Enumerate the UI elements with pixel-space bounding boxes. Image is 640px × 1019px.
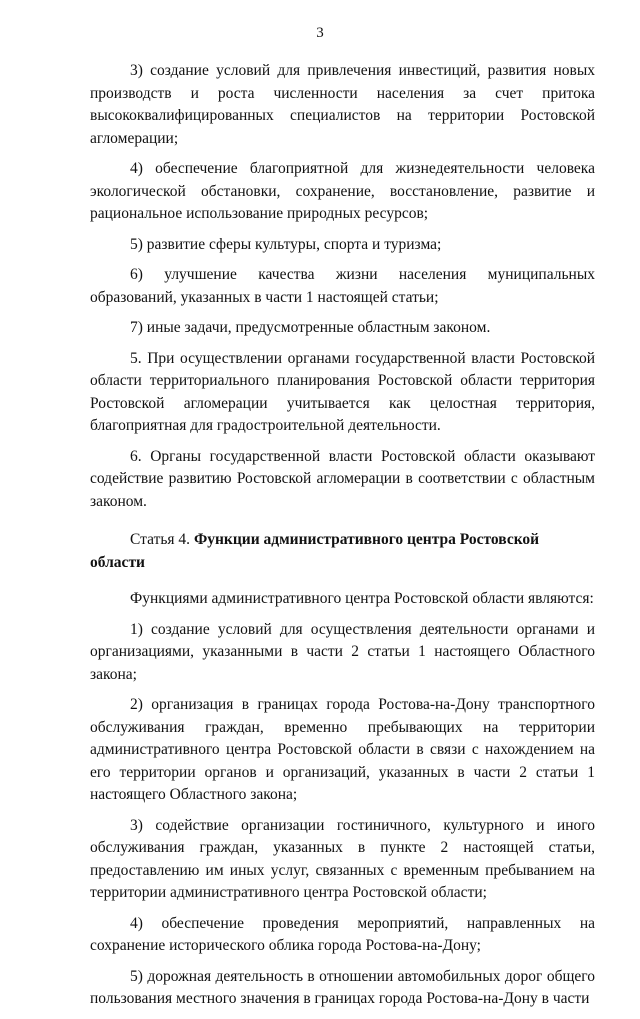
paragraph-item-3: 3) создание условий для привлечения инвестиций, развития новых производств и роста численности населения за счет притока высококвалифицированных специалистов на территории Ростовской агломерации; bbox=[90, 62, 595, 147]
paragraph-item-6: 6) улучшение качества жизни населения муниципальных образований, указанных в части 1 настоящей статьи; bbox=[90, 266, 595, 306]
paragraph-part-6: 6. Органы государственной власти Ростовской области оказывают содействие развитию Ростовской агломерации в соответствии с областным законом. bbox=[90, 447, 595, 510]
article-title: Функции административного центра Ростовской области bbox=[90, 531, 540, 571]
article-heading bbox=[90, 529, 595, 574]
paragraph-function-3: 3) содействие организации гостиничного, культурного и иного обслуживания граждан, указанных в пункте 2 настоящей статьи, предоставлению им иных услуг, связанных с временным пребыванием на территории административного центра Ростовской области; bbox=[90, 816, 595, 901]
paragraph-item-4: 4) обеспечение благоприятной для жизнедеятельности человека экологической обстановки, сохранение, восстановление, развитие и рациональное использование природных ресурсов; bbox=[90, 160, 595, 222]
article-prefix: Статья 4. bbox=[130, 531, 191, 548]
paragraph-function-2: 2) организация в границах города Ростова-на-Дону транспортного обслуживания граждан, временно пребывающих на территории административного центра Ростовской области в связи с нахождением на его территории органов и организаций, указанных в части 2 статьи 1 настоящего Областного закона; bbox=[90, 696, 595, 803]
paragraph-function-1: 1) создание условий для осуществления деятельности органами и организациями, указанными в части 2 статьи 1 настоящего Областного закона; bbox=[90, 620, 595, 683]
page-number: 3 bbox=[316, 25, 324, 41]
document-body bbox=[90, 60, 595, 1019]
paragraph-function-5: 5) дорожная деятельность в отношении автомобильных дорог общего пользования местного значения в границах города Ростова-на-Дону в части bbox=[90, 967, 595, 1007]
paragraph-item-7: 7) иные задачи, предусмотренные областным законом. bbox=[130, 319, 491, 336]
paragraph-functions-intro: Функциями административного центра Ростовской области являются: bbox=[130, 590, 594, 607]
paragraph-item-5: 5) развитие сферы культуры, спорта и туризма; bbox=[130, 235, 442, 253]
paragraph-function-4: 4) обеспечение проведения мероприятий, направленных на сохранение исторического облика города Ростова-на-Дону; bbox=[90, 914, 595, 954]
paragraph-part-5: 5. При осуществлении органами государственной власти Ростовской области территориального планирования Ростовской области территория Ростовской агломерации учитывается как целостная территория, благоприятная для градостроительной деятельности. bbox=[90, 349, 595, 434]
